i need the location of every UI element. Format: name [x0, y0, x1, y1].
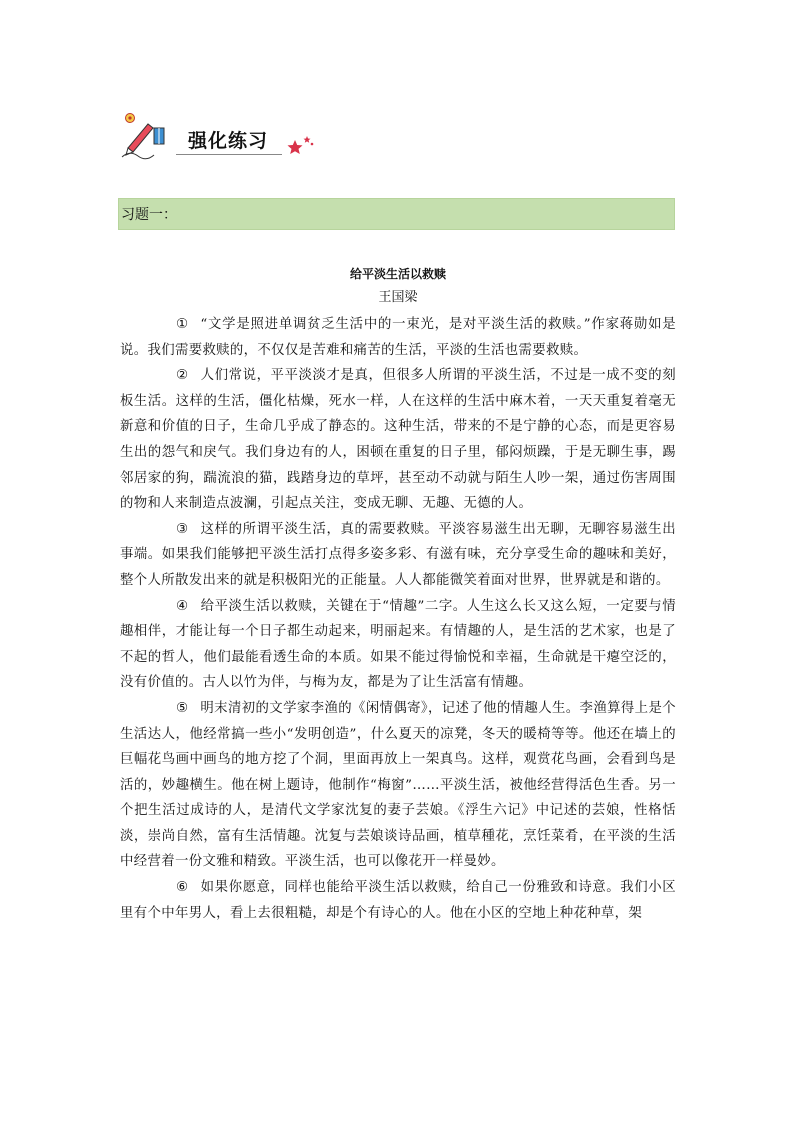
paragraph-number: ② [176, 368, 189, 384]
paragraph [120, 594, 676, 696]
title-underline [176, 154, 282, 155]
paragraph [120, 875, 676, 926]
section-header [118, 110, 338, 166]
paragraph-text: 给平淡生活以救赎，关键在于“情趣”二字。人生这么长又这么短，一定要与情趣相伴，才能让每一个日子都生动起来，明丽起来。有情趣的人，是生活的艺术家，也是了不起的哲人，他们最能看透生命的本质。如果不能过得愉悦和幸福，生命就是干瘪空泛的，没有价值的。古人以竹为伴，与梅为友，都是为了让生活富有情趣。 [120, 598, 676, 691]
article-author: 王国梁 [378, 290, 418, 305]
paragraph [120, 696, 676, 875]
paragraph-number: ⑤ [176, 700, 189, 716]
section-title: 强化练习 [188, 130, 269, 152]
exercise-label: 习题一： [121, 207, 177, 223]
paragraph-number: ⑥ [176, 880, 189, 896]
star-decoration-icon [283, 132, 323, 162]
article [120, 262, 676, 926]
paragraph-text: 如果你愿意，同样也能给平淡生活以救赎，给自己一份雅致和诗意。我们小区里有个中年男人，看上去很粗糙，却是个有诗心的人。他在小区的空地上种花种草，架 [120, 880, 676, 921]
paragraph-number: ③ [176, 521, 189, 537]
paragraph-text: 这样的所谓平淡生活，真的需要救赎。平淡容易滋生出无聊，无聊容易滋生出事端。如果我们能够把平淡生活打点得多姿多彩、有滋有味，充分享受生命的趣味和美好，整个人所散发出来的就是积极阳光的正能量。人人都能微笑着面对世界，世界就是和谐的。 [120, 521, 676, 588]
article-title: 给平淡生活以救赎 [349, 267, 446, 281]
paragraph-number: ④ [176, 598, 189, 614]
paragraph-number: ① [176, 317, 189, 332]
paragraph-text: “文学是照进单调贫乏生活中的一束光，是对平淡生活的救赎。”作家蒋勋如是说。我们需要救赎的，不仅仅是苦难和痛苦的生活，平淡的生活也需要救赎。 [120, 317, 676, 358]
paragraph [120, 517, 676, 594]
pen-writing-icon [118, 110, 168, 160]
paragraph [120, 312, 676, 363]
paragraph-text: 明末清初的文学家李渔的《闲情偶寄》，记述了他的情趣人生。李渔算得上是个生活达人，他经常搞一些小“发明创造”，什么夏天的凉凳，冬天的暖椅等等。他还在墙上的巨幅花鸟画中画鸟的地方挖了个洞，里面再放上一架真鸟。这样，观赏花鸟画，会看到鸟是活的，妙趣横生。他在树上题诗，他制作“梅窗”……平淡生活，被他经营得活色生香。另一个把生活过成诗的人，是清代文学家沈复的妻子芸娘。《浮生六记》中记述的芸娘，性格恬淡，崇尚自然，富有生活情趣。沈复与芸娘谈诗品画，植草種花，烹饪菜肴，在平淡的生活中经营着一份文雅和精致。平淡生活，也可以像花开一样曼妙。 [120, 700, 676, 870]
paragraph [120, 363, 676, 517]
paragraph-text: 人们常说，平平淡淡才是真，但很多人所谓的平淡生活，不过是一成不变的刻板生活。这样的生活，僵化枯燥，死水一样，人在这样的生活中麻木着，一天天重复着毫无新意和价值的日子，生命几乎成了静态的。这种生活，带来的不是宁静的心态，而是更容易生出的怨气和戾气。我们身边有的人，困顿在重复的日子里，郁闷烦躁，于是无聊生事，踢邻居家的狗，踹流浪的猫，践踏身边的草坪，甚至动不动就与陌生人吵一架，通过伤害周围的物和人来制造点波澜，引起点关注，变成无聊、无趣、无德的人。 [120, 368, 676, 512]
exercise-heading-bar [118, 198, 675, 230]
